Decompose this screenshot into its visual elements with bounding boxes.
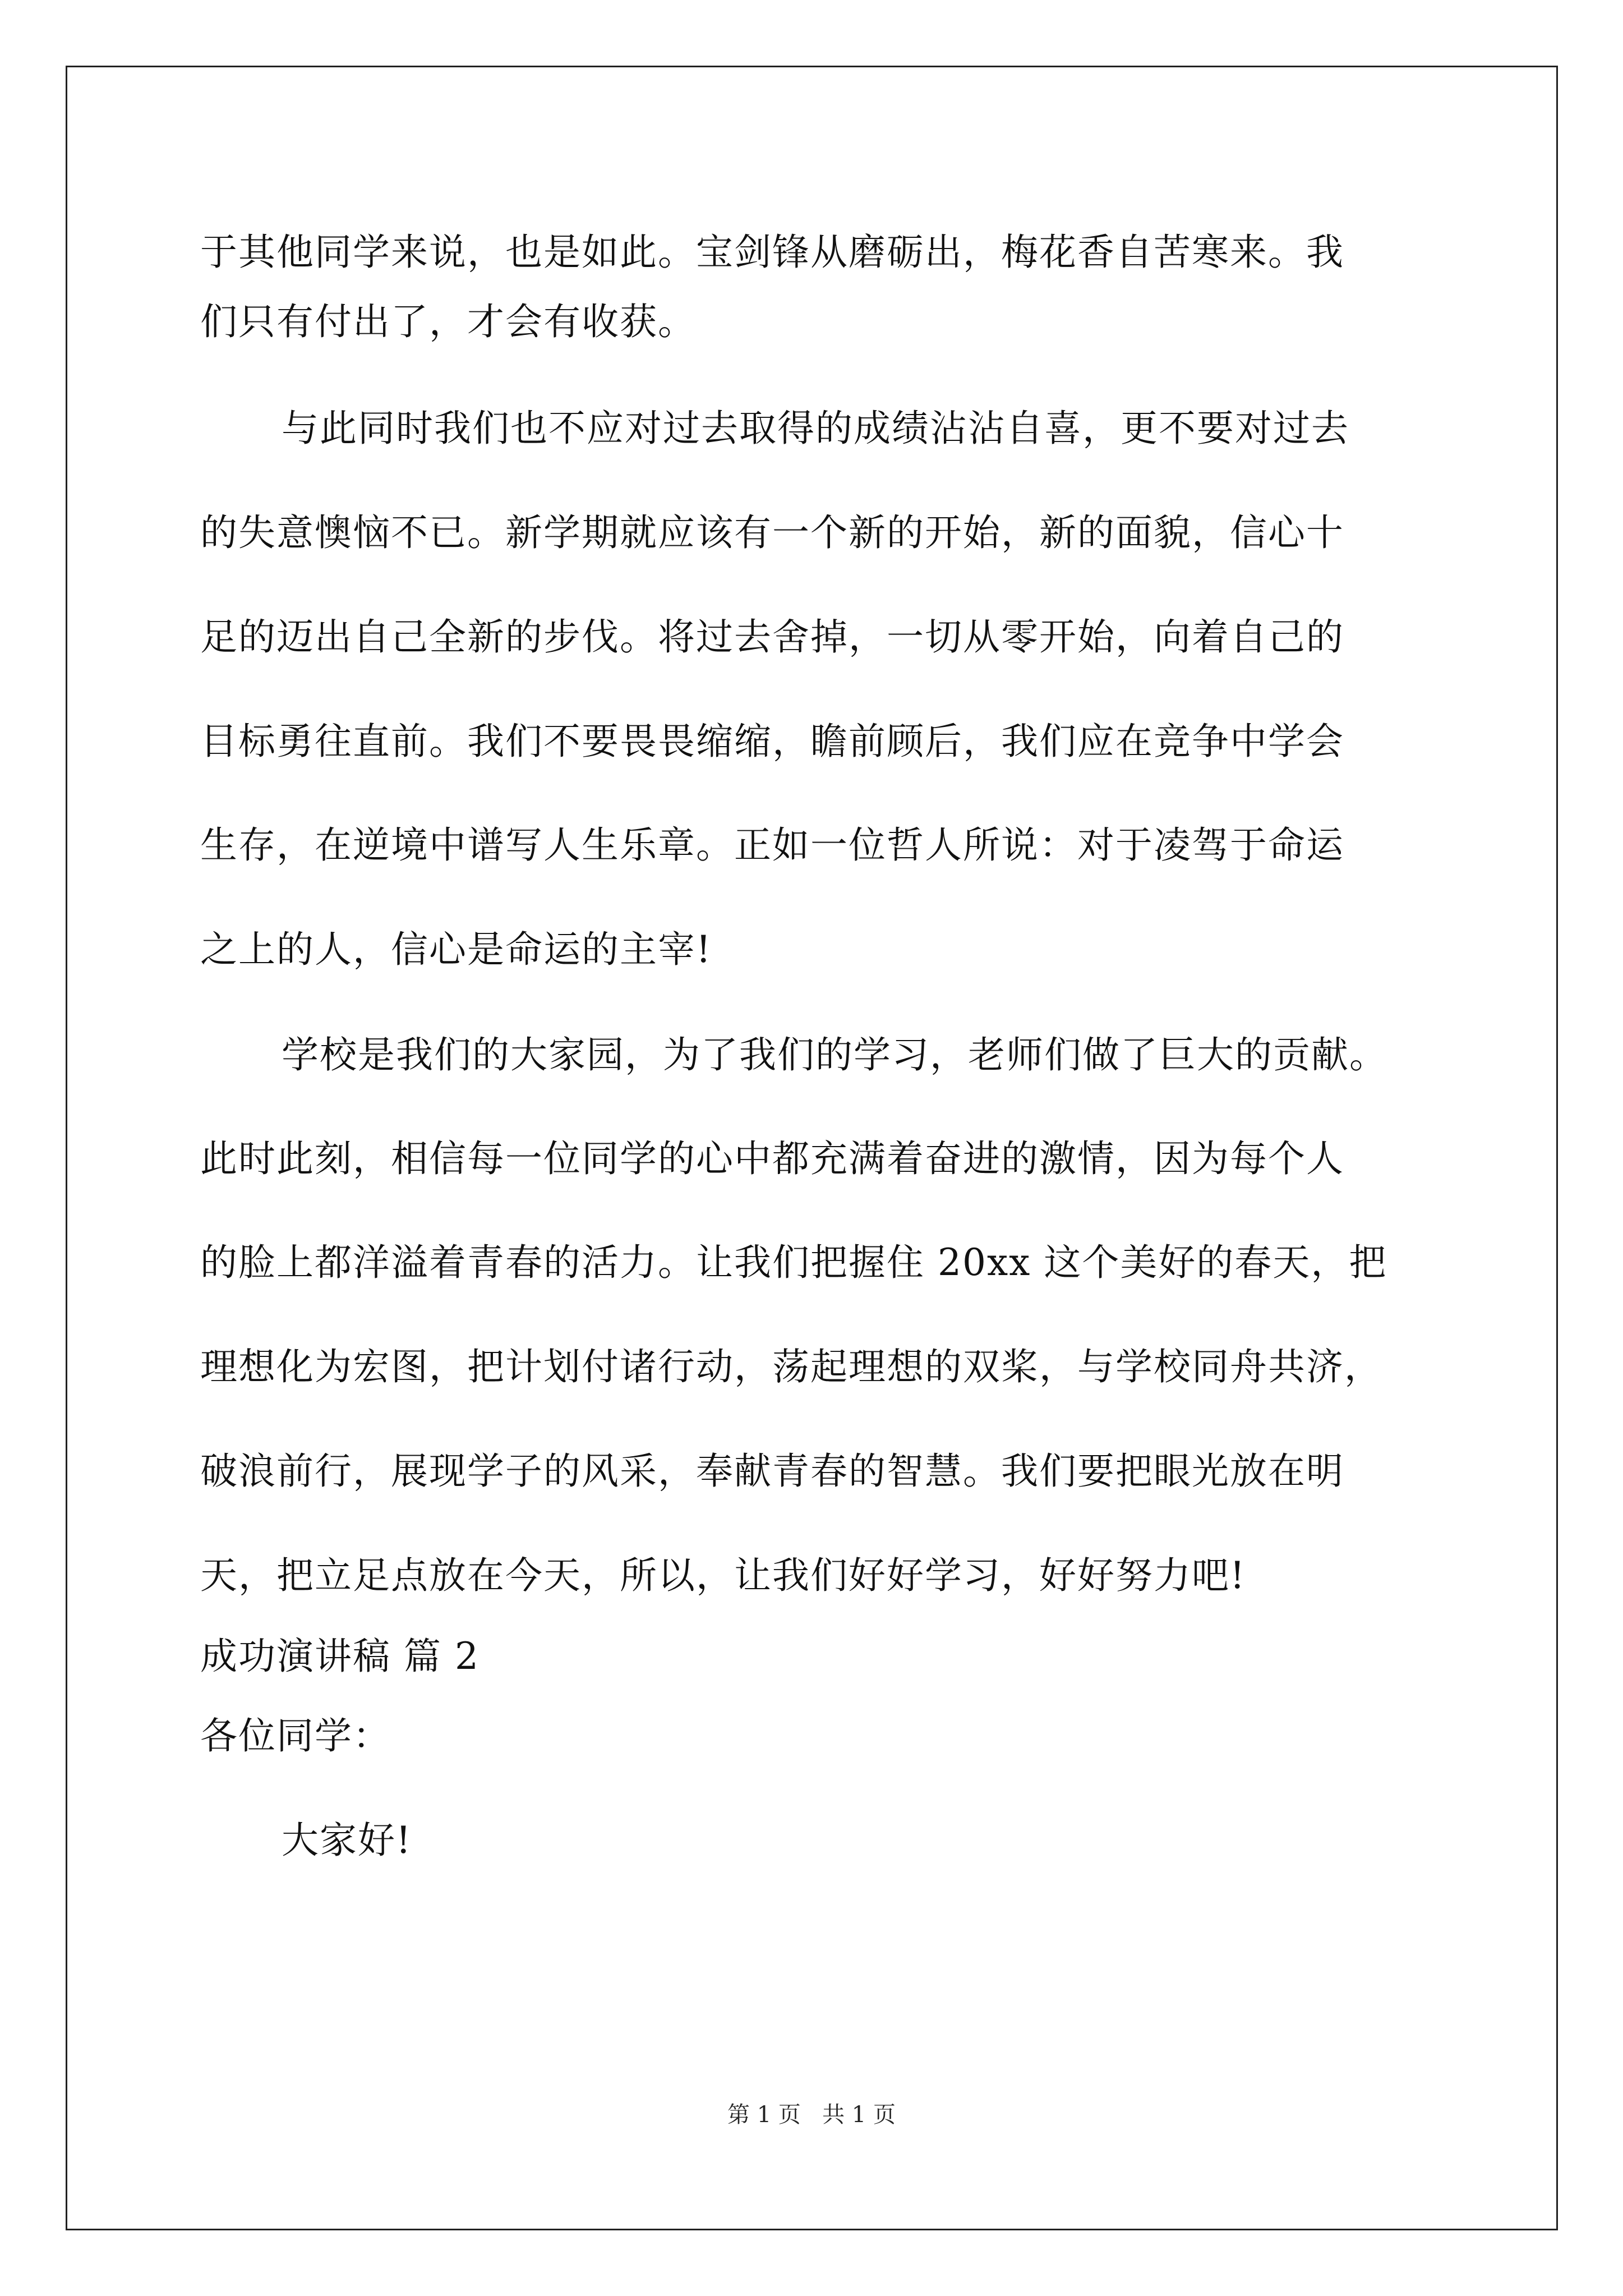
- salutation: 各位同学：: [200, 1714, 391, 1757]
- body-text-line: 此时此刻，相信每一位同学的心中都充满着奋进的激情，因为每个人: [200, 1137, 1344, 1180]
- body-text-line: 之上的人，信心是命运的主宰!: [200, 928, 712, 971]
- body-text-line: 足的迈出自己全新的步伐。将过去舍掉，一切从零开始，向着自己的: [200, 615, 1344, 659]
- greeting: 大家好!: [282, 1819, 412, 1862]
- body-text-line: 天，把立足点放在今天，所以，让我们好好学习，好好努力吧!: [200, 1554, 1246, 1597]
- body-text-line: 生存，在逆境中谱写人生乐章。正如一位哲人所说：对于凌驾于命运: [200, 823, 1344, 867]
- body-text-line: 的失意懊恼不已。新学期就应该有一个新的开始，新的面貌，信心十: [200, 511, 1344, 554]
- body-text-line: 们只有付出了，才会有收获。: [200, 300, 696, 343]
- body-text-line: 的脸上都洋溢着青春的活力。让我们把握住 20xx 这个美好的春天，把: [200, 1241, 1387, 1284]
- body-text-line: 目标勇往直前。我们不要畏畏缩缩，瞻前顾后，我们应在竞争中学会: [200, 720, 1344, 763]
- section-heading: 成功演讲稿 篇 2: [200, 1635, 479, 1678]
- body-text-line: 与此同时我们也不应对过去取得的成绩沾沾自喜，更不要对过去: [282, 407, 1349, 450]
- body-text-line: 理想化为宏图，把计划付诸行动，荡起理想的双桨，与学校同舟共济，: [200, 1345, 1382, 1388]
- page-footer: 第 1 页 共 1 页: [727, 2102, 896, 2128]
- body-text-line: 于其他同学来说，也是如此。宝剑锋从磨砺出，梅花香自苦寒来。我: [200, 231, 1344, 274]
- body-text-line: 学校是我们的大家园，为了我们的学习，老师们做了巨大的贡献。: [282, 1033, 1387, 1076]
- body-text-line: 破浪前行，展现学子的风采，奉献青春的智慧。我们要把眼光放在明: [200, 1450, 1344, 1493]
